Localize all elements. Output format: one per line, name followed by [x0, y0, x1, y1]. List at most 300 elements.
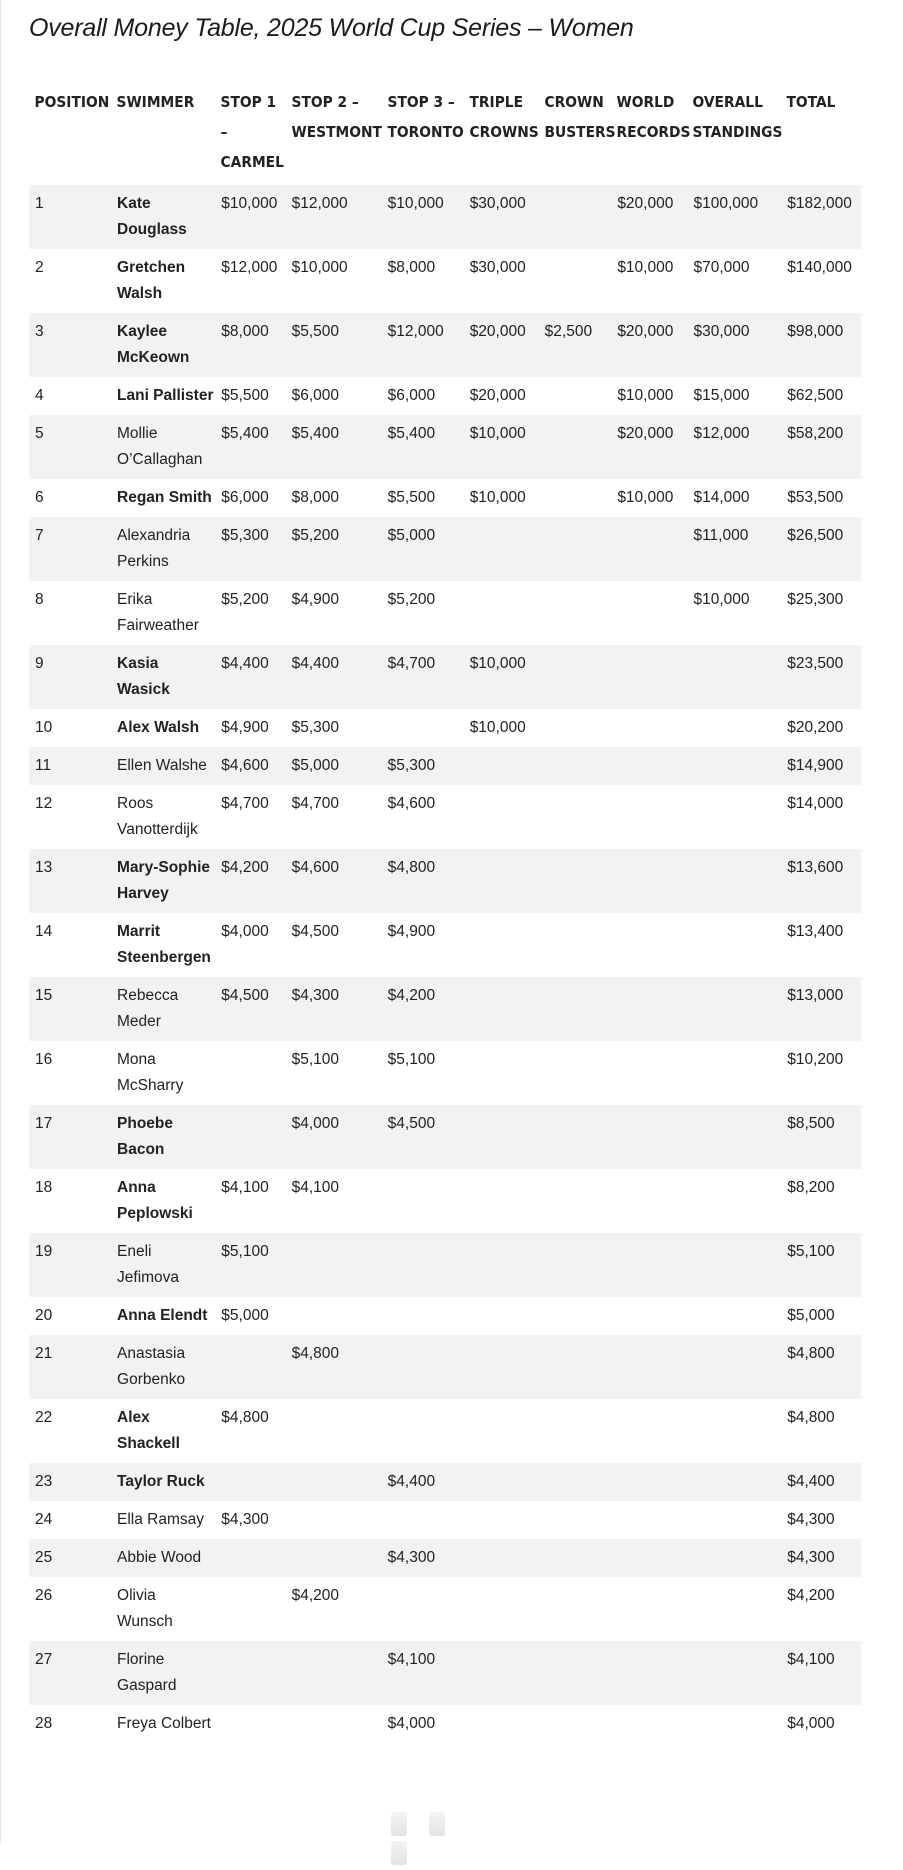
triple-crowns-cell	[464, 1041, 539, 1105]
total-cell: $13,400	[781, 913, 861, 977]
swimmer-name-link[interactable]: Anna Elendt	[111, 1297, 215, 1335]
stop3-cell: $5,500	[382, 479, 464, 517]
stop3-cell: $12,000	[382, 313, 464, 377]
stop1-cell: $4,300	[215, 1501, 285, 1539]
total-cell: $98,000	[781, 313, 861, 377]
table-row	[29, 709, 861, 747]
position-cell: 13	[29, 849, 111, 913]
stop3-cell: $5,100	[382, 1041, 464, 1105]
table-row	[29, 581, 861, 645]
total-cell: $26,500	[781, 517, 861, 581]
crown-busters-cell	[539, 1297, 612, 1335]
total-cell: $4,000	[781, 1705, 861, 1743]
stop2-cell	[286, 1641, 382, 1705]
table-header-row	[29, 87, 861, 185]
stop1-cell: $4,700	[215, 785, 285, 849]
swimmer-name-link[interactable]: Phoebe Bacon	[111, 1105, 215, 1169]
crown-busters-cell	[539, 1105, 612, 1169]
swimmer-name-link[interactable]: Mary-Sophie Harvey	[111, 849, 215, 913]
world-records-cell: $20,000	[611, 185, 687, 249]
table-row	[29, 1705, 861, 1743]
crown-busters-cell	[539, 479, 612, 517]
crown-busters-cell	[539, 185, 612, 249]
crown-busters-cell	[539, 785, 612, 849]
position-cell: 5	[29, 415, 111, 479]
stop2-cell: $4,100	[286, 1169, 382, 1233]
table-row	[29, 1297, 861, 1335]
stop2-cell	[286, 1399, 382, 1463]
stop1-cell: $5,200	[215, 581, 285, 645]
total-cell: $8,200	[781, 1169, 861, 1233]
overall-standings-cell: $11,000	[687, 517, 781, 581]
crown-busters-cell	[539, 1233, 612, 1297]
stop2-cell: $5,300	[286, 709, 382, 747]
world-records-cell	[611, 849, 687, 913]
stop3-cell: $4,100	[382, 1641, 464, 1705]
crown-busters-cell	[539, 517, 612, 581]
stop3-cell: $4,800	[382, 849, 464, 913]
triple-crowns-cell: $20,000	[464, 377, 539, 415]
stop3-cell	[382, 1335, 464, 1399]
crown-busters-cell	[539, 1501, 612, 1539]
overall-standings-cell	[687, 1169, 781, 1233]
col-header-triple-crowns: TRIPLE CROWNS	[469, 93, 539, 141]
overall-standings-cell	[687, 709, 781, 747]
swimmer-name-link[interactable]: Freya Colbert	[111, 1705, 215, 1743]
crown-busters-cell	[539, 747, 612, 785]
position-cell: 7	[29, 517, 111, 581]
position-cell: 6	[29, 479, 111, 517]
stop3-cell	[382, 1399, 464, 1463]
table-row	[29, 313, 861, 377]
stop3-cell	[382, 709, 464, 747]
position-cell: 22	[29, 1399, 111, 1463]
overall-standings-cell	[687, 1641, 781, 1705]
crown-busters-cell	[539, 1335, 612, 1399]
world-records-cell	[611, 1297, 687, 1335]
total-cell: $140,000	[781, 249, 861, 313]
stop2-cell: $5,000	[286, 747, 382, 785]
col-header-total: TOTAL	[786, 93, 836, 111]
overall-standings-cell	[687, 849, 781, 913]
world-records-cell	[611, 1233, 687, 1297]
overall-standings-cell	[687, 1501, 781, 1539]
stop3-cell: $4,600	[382, 785, 464, 849]
stop2-cell: $4,300	[286, 977, 382, 1041]
stop2-cell	[286, 1233, 382, 1297]
total-cell: $4,800	[781, 1399, 861, 1463]
triple-crowns-cell	[464, 849, 539, 913]
stop2-cell	[286, 1539, 382, 1577]
swimmer-name-link[interactable]: Abbie Wood	[111, 1539, 215, 1577]
crown-busters-cell	[539, 249, 612, 313]
position-cell: 3	[29, 313, 111, 377]
triple-crowns-cell	[464, 785, 539, 849]
world-records-cell	[611, 913, 687, 977]
stop3-cell: $8,000	[382, 249, 464, 313]
crown-busters-cell	[539, 1041, 612, 1105]
swimmer-name-link[interactable]: Kasia Wasick	[111, 645, 215, 709]
stop1-cell: $4,900	[215, 709, 285, 747]
swimmer-name-link[interactable]: Marrit Steenbergen	[111, 913, 215, 977]
position-cell: 4	[29, 377, 111, 415]
swimmer-name-link[interactable]: Kaylee McKeown	[111, 313, 215, 377]
swimmer-name-link[interactable]: Alexandria Perkins	[111, 517, 215, 581]
swimmer-name-link[interactable]: Mona McSharry	[111, 1041, 215, 1105]
swimmer-name-link[interactable]: Mollie O’Callaghan	[111, 415, 215, 479]
position-cell: 28	[29, 1705, 111, 1743]
stop2-cell: $10,000	[286, 249, 382, 313]
stop1-cell: $10,000	[215, 185, 285, 249]
overall-standings-cell	[687, 1335, 781, 1399]
world-records-cell	[611, 785, 687, 849]
total-cell: $53,500	[781, 479, 861, 517]
swimmer-name-link[interactable]: Eneli Jefimova	[111, 1233, 215, 1297]
swimmer-name-link[interactable]: Olivia Wunsch	[111, 1577, 215, 1641]
position-cell: 20	[29, 1297, 111, 1335]
money-table	[29, 87, 861, 1743]
stop1-cell: $4,000	[215, 913, 285, 977]
world-records-cell	[611, 1041, 687, 1105]
crown-busters-cell	[539, 913, 612, 977]
world-records-cell	[611, 977, 687, 1041]
swimmer-name-link[interactable]: Gretchen Walsh	[111, 249, 215, 313]
stop1-cell	[215, 1105, 285, 1169]
swimmer-name-link[interactable]: Alex Shackell	[111, 1399, 215, 1463]
crown-busters-cell	[539, 377, 612, 415]
stop3-cell: $4,700	[382, 645, 464, 709]
overall-standings-cell: $10,000	[687, 581, 781, 645]
swimmer-name-link[interactable]: Anna Peplowski	[111, 1169, 215, 1233]
swimmer-name-link[interactable]: Kate Douglass	[111, 185, 215, 249]
position-cell: 1	[29, 185, 111, 249]
stop3-cell	[382, 1169, 464, 1233]
triple-crowns-cell	[464, 1463, 539, 1501]
stop3-cell	[382, 1501, 464, 1539]
table-row	[29, 645, 861, 709]
triple-crowns-cell	[464, 1169, 539, 1233]
world-records-cell	[611, 1501, 687, 1539]
table-row	[29, 377, 861, 415]
crown-busters-cell	[539, 1399, 612, 1463]
position-cell: 19	[29, 1233, 111, 1297]
triple-crowns-cell: $20,000	[464, 313, 539, 377]
total-cell: $20,200	[781, 709, 861, 747]
triple-crowns-cell	[464, 747, 539, 785]
stop2-cell: $6,000	[286, 377, 382, 415]
page-footer-decoration	[391, 1812, 501, 1838]
position-cell: 8	[29, 581, 111, 645]
table-body	[29, 185, 861, 1743]
table-row	[29, 479, 861, 517]
stop1-cell	[215, 1705, 285, 1743]
triple-crowns-cell: $10,000	[464, 415, 539, 479]
world-records-cell	[611, 517, 687, 581]
stop2-cell: $8,000	[286, 479, 382, 517]
swimmer-name-link[interactable]: Anastasia Gorbenko	[111, 1335, 215, 1399]
overall-standings-cell	[687, 645, 781, 709]
world-records-cell	[611, 747, 687, 785]
stop2-cell: $12,000	[286, 185, 382, 249]
position-cell: 27	[29, 1641, 111, 1705]
total-cell: $5,000	[781, 1297, 861, 1335]
overall-standings-cell	[687, 1297, 781, 1335]
table-row	[29, 1335, 861, 1399]
position-cell: 18	[29, 1169, 111, 1233]
total-cell: $4,400	[781, 1463, 861, 1501]
swimmer-name-link[interactable]: Roos Vanotterdijk	[111, 785, 215, 849]
col-header-world-records: WORLD RECORDS	[616, 93, 691, 141]
table-row	[29, 1169, 861, 1233]
swimmer-name-link[interactable]: Erika Fairweather	[111, 581, 215, 645]
position-cell: 15	[29, 977, 111, 1041]
world-records-cell	[611, 1463, 687, 1501]
stop2-cell: $4,500	[286, 913, 382, 977]
triple-crowns-cell	[464, 1539, 539, 1577]
overall-standings-cell	[687, 1399, 781, 1463]
world-records-cell: $10,000	[611, 479, 687, 517]
stop1-cell: $5,500	[215, 377, 285, 415]
position-cell: 10	[29, 709, 111, 747]
crown-busters-cell	[539, 1705, 612, 1743]
world-records-cell	[611, 1641, 687, 1705]
stop2-cell	[286, 1463, 382, 1501]
stop1-cell	[215, 1641, 285, 1705]
swimmer-name-link[interactable]: Rebecca Meder	[111, 977, 215, 1041]
position-cell: 14	[29, 913, 111, 977]
position-cell: 16	[29, 1041, 111, 1105]
total-cell: $23,500	[781, 645, 861, 709]
table-row	[29, 785, 861, 849]
overall-standings-cell	[687, 1705, 781, 1743]
overall-standings-cell: $100,000	[687, 185, 781, 249]
triple-crowns-cell	[464, 1641, 539, 1705]
stop3-cell: $6,000	[382, 377, 464, 415]
table-row	[29, 249, 861, 313]
world-records-cell	[611, 709, 687, 747]
stop1-cell: $8,000	[215, 313, 285, 377]
overall-standings-cell	[687, 1577, 781, 1641]
table-row	[29, 747, 861, 785]
total-cell: $14,000	[781, 785, 861, 849]
table-row	[29, 185, 861, 249]
col-header-stop3: STOP 3 – TORONTO	[387, 93, 464, 141]
total-cell: $8,500	[781, 1105, 861, 1169]
stop1-cell: $6,000	[215, 479, 285, 517]
swimmer-name-link[interactable]: Ellen Walshe	[111, 747, 215, 785]
stop3-cell: $4,300	[382, 1539, 464, 1577]
world-records-cell	[611, 1399, 687, 1463]
position-cell: 21	[29, 1335, 111, 1399]
world-records-cell: $10,000	[611, 377, 687, 415]
stop1-cell: $5,300	[215, 517, 285, 581]
crown-busters-cell	[539, 415, 612, 479]
stop1-cell	[215, 1577, 285, 1641]
overall-standings-cell	[687, 1539, 781, 1577]
position-cell: 23	[29, 1463, 111, 1501]
total-cell: $13,000	[781, 977, 861, 1041]
world-records-cell	[611, 1335, 687, 1399]
total-cell: $58,200	[781, 415, 861, 479]
stop2-cell: $4,900	[286, 581, 382, 645]
total-cell: $4,100	[781, 1641, 861, 1705]
swimmer-name-link[interactable]: Regan Smith	[111, 479, 215, 517]
col-header-position: POSITION	[34, 93, 110, 111]
world-records-cell: $20,000	[611, 313, 687, 377]
overall-standings-cell: $30,000	[687, 313, 781, 377]
crown-busters-cell	[539, 1539, 612, 1577]
overall-standings-cell	[687, 1233, 781, 1297]
stop3-cell: $4,000	[382, 1705, 464, 1743]
overall-standings-cell: $14,000	[687, 479, 781, 517]
triple-crowns-cell	[464, 1501, 539, 1539]
world-records-cell	[611, 1705, 687, 1743]
swimmer-name-link[interactable]: Florine Gaspard	[111, 1641, 215, 1705]
swimmer-name-link[interactable]: Lani Pallister	[111, 377, 215, 415]
table-row	[29, 1399, 861, 1463]
position-cell: 26	[29, 1577, 111, 1641]
crown-busters-cell	[539, 581, 612, 645]
world-records-cell	[611, 1169, 687, 1233]
table-title: Overall Money Table, 2025 World Cup Series – Women	[29, 14, 634, 42]
stop2-cell: $4,200	[286, 1577, 382, 1641]
stop3-cell: $4,200	[382, 977, 464, 1041]
triple-crowns-cell: $10,000	[464, 645, 539, 709]
table-row	[29, 849, 861, 913]
crown-busters-cell	[539, 977, 612, 1041]
overall-standings-cell: $12,000	[687, 415, 781, 479]
triple-crowns-cell: $10,000	[464, 479, 539, 517]
table-row	[29, 977, 861, 1041]
total-cell: $5,100	[781, 1233, 861, 1297]
crown-busters-cell: $2,500	[539, 313, 612, 377]
table-row	[29, 1641, 861, 1705]
world-records-cell: $20,000	[611, 415, 687, 479]
triple-crowns-cell	[464, 913, 539, 977]
overall-standings-cell	[687, 913, 781, 977]
table-row	[29, 415, 861, 479]
world-records-cell: $10,000	[611, 249, 687, 313]
stop1-cell: $4,600	[215, 747, 285, 785]
overall-standings-cell	[687, 977, 781, 1041]
stop2-cell: $5,500	[286, 313, 382, 377]
crown-busters-cell	[539, 1169, 612, 1233]
position-cell: 12	[29, 785, 111, 849]
triple-crowns-cell	[464, 1705, 539, 1743]
col-header-stop2: STOP 2 – WESTMONT	[291, 93, 382, 141]
table-row	[29, 1105, 861, 1169]
position-cell: 2	[29, 249, 111, 313]
world-records-cell	[611, 645, 687, 709]
crown-busters-cell	[539, 645, 612, 709]
col-header-stop1: STOP 1 – CARMEL	[220, 93, 285, 171]
stop2-cell: $5,200	[286, 517, 382, 581]
stop2-cell	[286, 1501, 382, 1539]
triple-crowns-cell	[464, 1233, 539, 1297]
stop3-cell: $5,200	[382, 581, 464, 645]
stop2-cell: $4,000	[286, 1105, 382, 1169]
total-cell: $13,600	[781, 849, 861, 913]
stop2-cell: $4,700	[286, 785, 382, 849]
stop2-cell: $5,400	[286, 415, 382, 479]
stop3-cell	[382, 1577, 464, 1641]
stop1-cell: $4,200	[215, 849, 285, 913]
stop3-cell: $4,900	[382, 913, 464, 977]
stop1-cell: $4,100	[215, 1169, 285, 1233]
total-cell: $10,200	[781, 1041, 861, 1105]
stop1-cell: $12,000	[215, 249, 285, 313]
world-records-cell	[611, 1105, 687, 1169]
table-row	[29, 1577, 861, 1641]
stop3-cell	[382, 1233, 464, 1297]
world-records-cell	[611, 1577, 687, 1641]
stop3-cell: $10,000	[382, 185, 464, 249]
total-cell: $25,300	[781, 581, 861, 645]
stop1-cell	[215, 1041, 285, 1105]
stop1-cell: $5,100	[215, 1233, 285, 1297]
position-cell: 9	[29, 645, 111, 709]
table-row	[29, 517, 861, 581]
total-cell: $62,500	[781, 377, 861, 415]
stop2-cell: $4,800	[286, 1335, 382, 1399]
table-row	[29, 1463, 861, 1501]
triple-crowns-cell: $10,000	[464, 709, 539, 747]
triple-crowns-cell	[464, 1399, 539, 1463]
total-cell: $182,000	[781, 185, 861, 249]
stop1-cell: $4,800	[215, 1399, 285, 1463]
stop3-cell: $4,500	[382, 1105, 464, 1169]
table-row	[29, 913, 861, 977]
triple-crowns-cell	[464, 1297, 539, 1335]
crown-busters-cell	[539, 709, 612, 747]
stop3-cell	[382, 1297, 464, 1335]
triple-crowns-cell: $30,000	[464, 185, 539, 249]
stop1-cell: $5,000	[215, 1297, 285, 1335]
stop2-cell: $4,600	[286, 849, 382, 913]
overall-standings-cell	[687, 785, 781, 849]
crown-busters-cell	[539, 1577, 612, 1641]
total-cell: $4,300	[781, 1539, 861, 1577]
table-row	[29, 1041, 861, 1105]
swimmer-name-link[interactable]: Alex Walsh	[111, 709, 215, 747]
stop1-cell: $5,400	[215, 415, 285, 479]
stop1-cell: $4,500	[215, 977, 285, 1041]
col-header-crown-busters: CROWN BUSTERS	[544, 93, 616, 141]
overall-standings-cell	[687, 747, 781, 785]
total-cell: $4,300	[781, 1501, 861, 1539]
overall-standings-cell: $70,000	[687, 249, 781, 313]
swimmer-name-link[interactable]: Taylor Ruck	[111, 1463, 215, 1501]
position-cell: 11	[29, 747, 111, 785]
stop2-cell: $4,400	[286, 645, 382, 709]
stop3-cell: $5,400	[382, 415, 464, 479]
stop2-cell	[286, 1705, 382, 1743]
col-header-overall-standings: OVERALL STANDINGS	[692, 93, 783, 141]
triple-crowns-cell	[464, 1335, 539, 1399]
swimmer-name-link[interactable]: Ella Ramsay	[111, 1501, 215, 1539]
triple-crowns-cell: $30,000	[464, 249, 539, 313]
stop1-cell: $4,400	[215, 645, 285, 709]
total-cell: $4,200	[781, 1577, 861, 1641]
table-row	[29, 1539, 861, 1577]
position-cell: 25	[29, 1539, 111, 1577]
crown-busters-cell	[539, 1463, 612, 1501]
triple-crowns-cell	[464, 977, 539, 1041]
overall-standings-cell	[687, 1463, 781, 1501]
position-cell: 17	[29, 1105, 111, 1169]
stop1-cell	[215, 1463, 285, 1501]
total-cell: $14,900	[781, 747, 861, 785]
